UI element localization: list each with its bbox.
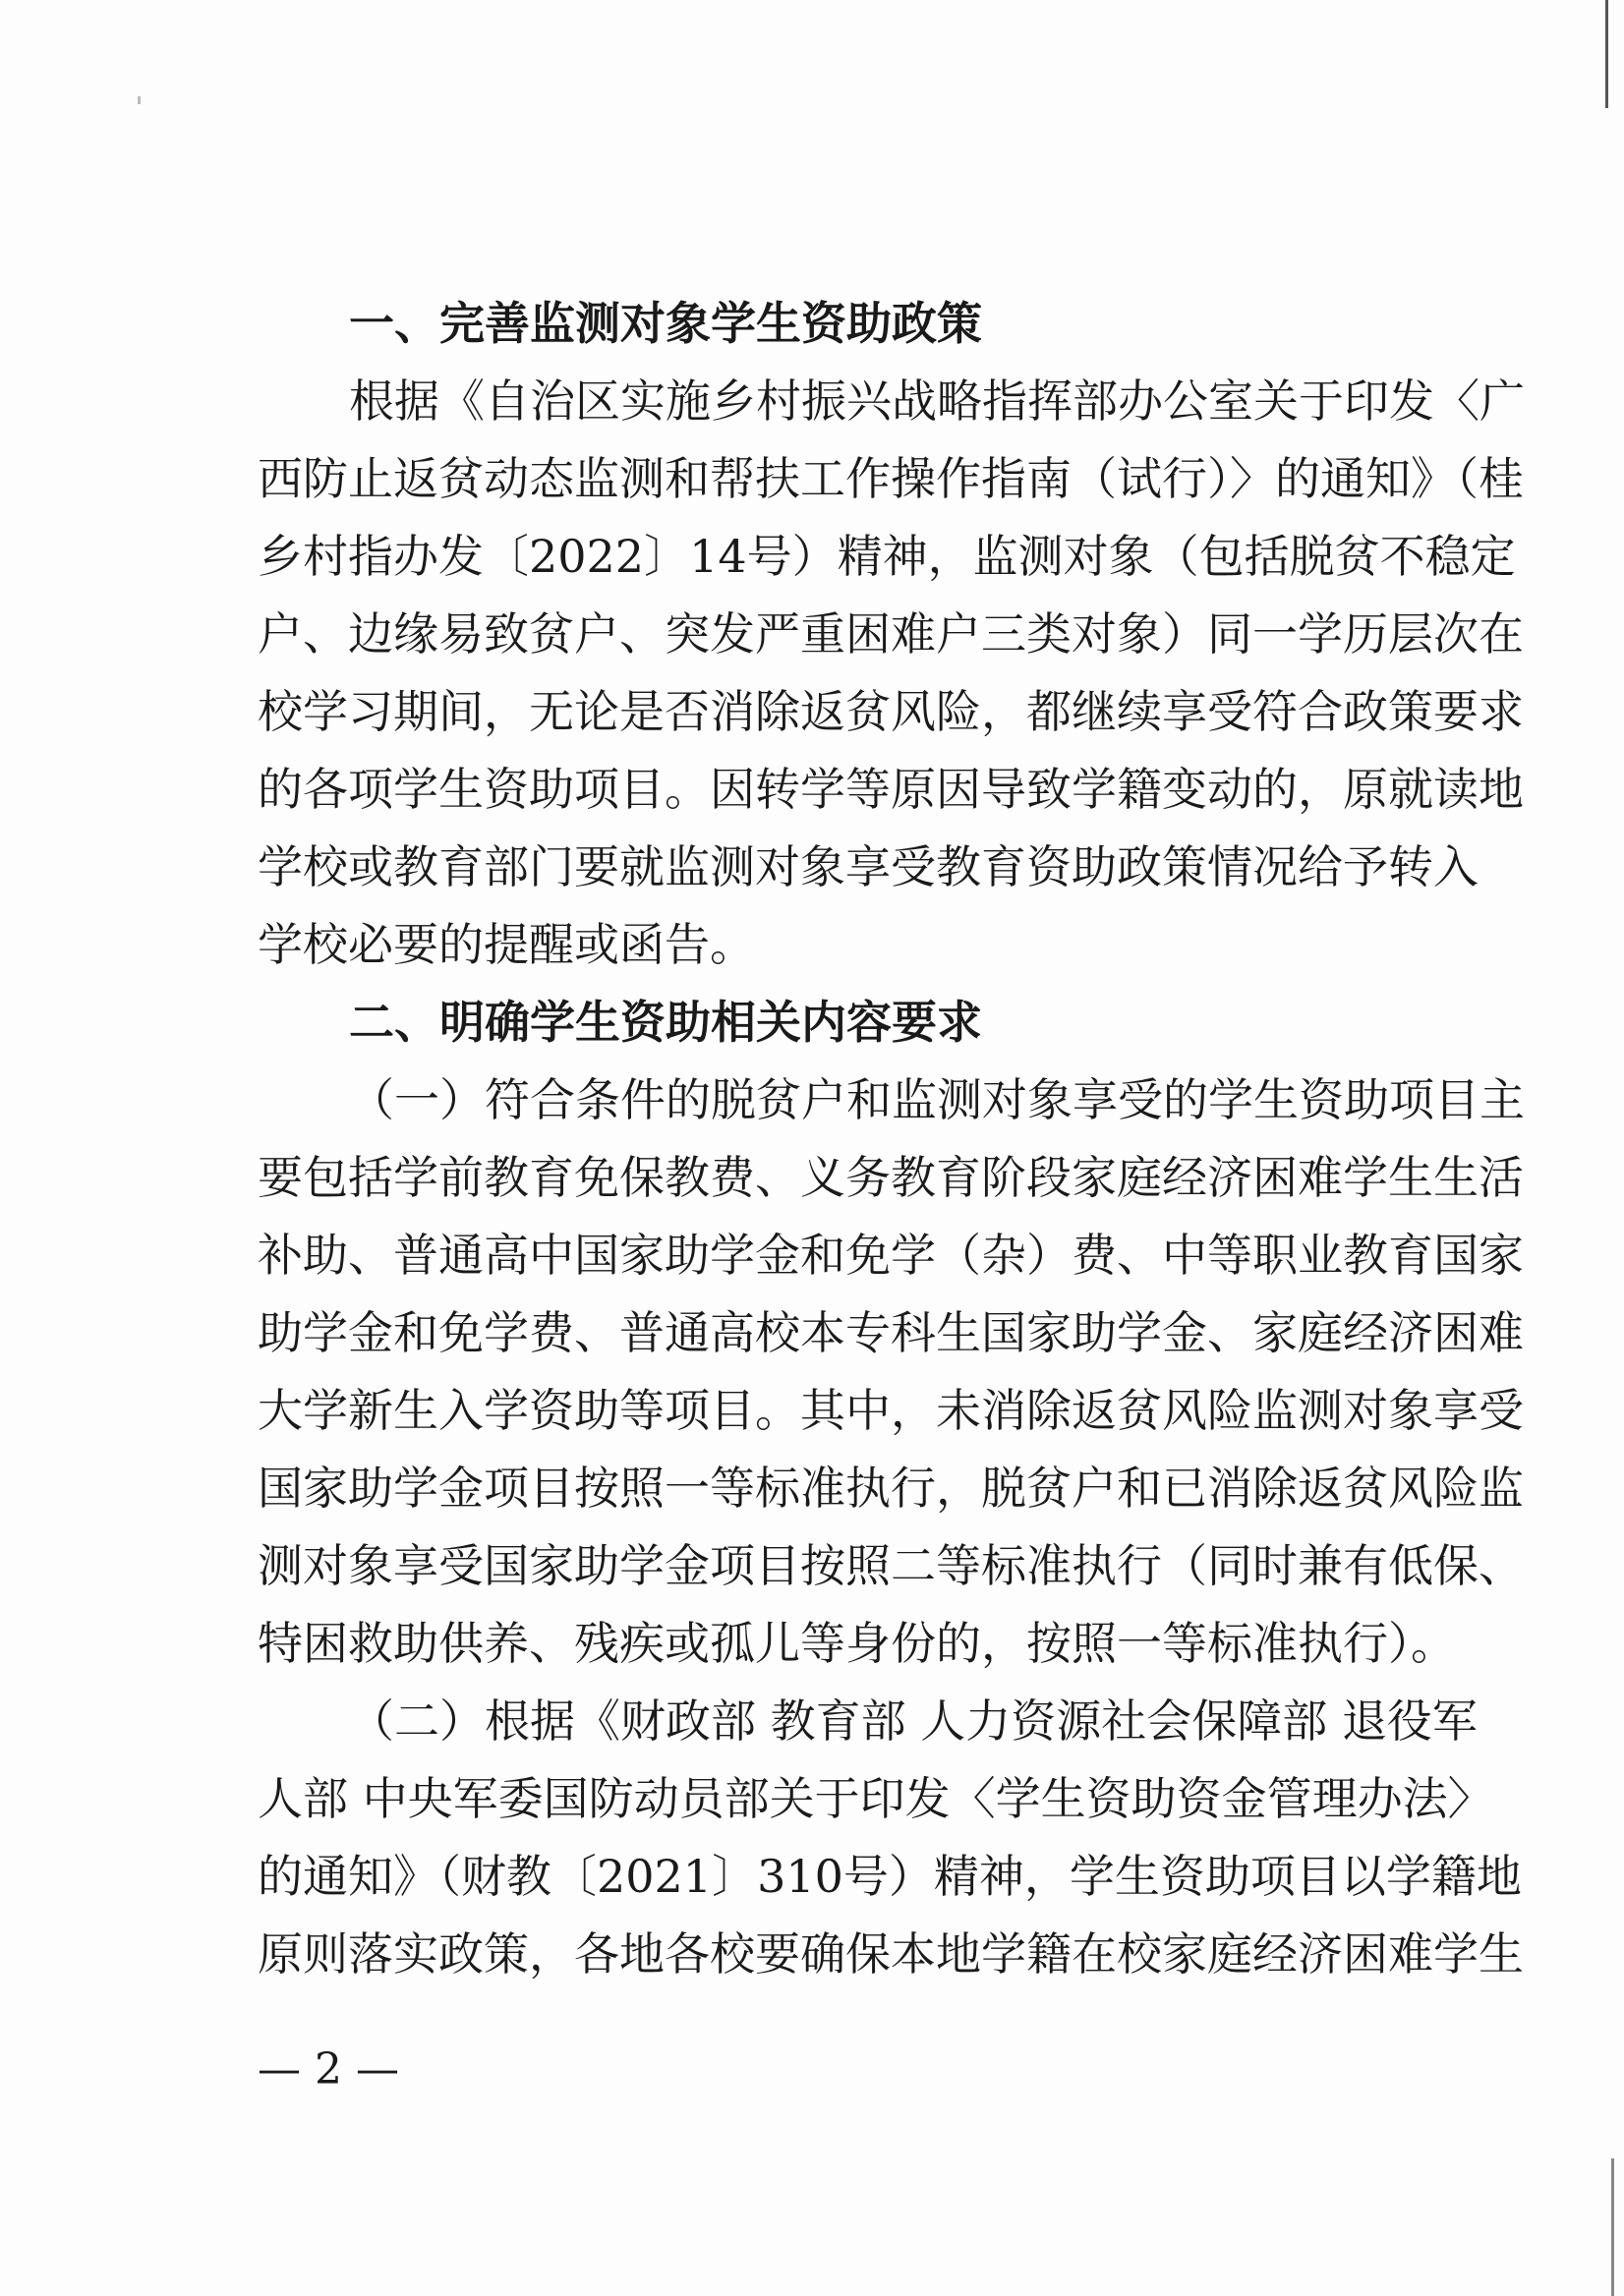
paragraph-line: 户、边缘易致贫户、突发严重困难户三类对象）同一学历层次在 [258,607,1524,660]
paragraph-line: 原则落实政策，各地各校要确保本地学籍在校家庭经济困难学生 [258,1927,1524,1980]
paragraph-line: 的通知》（财教〔2021〕310号）精神，学生资助项目以学籍地 [258,1850,1522,1903]
paragraph-line: 西防止返贫动态监测和帮扶工作操作指南（试行）〉的通知》（桂 [258,452,1524,505]
section-heading-1: 一、完善监测对象学生资助政策 [349,297,982,350]
paragraph-line: 国家助学金项目按照一等标准执行，脱贫户和已消除返贫风险监 [258,1462,1524,1515]
page-number: — 2 — [258,2044,399,2095]
paragraph-line: 学校或教育部门要就监测对象享受教育资助政策情况给予转入 [258,840,1479,893]
paragraph-line: 助学金和免学费、普通高校本专科生国家助学金、家庭经济困难 [258,1306,1524,1359]
scan-speck [138,96,141,104]
paragraph-line: 乡村指办发〔2022〕14号）精神，监测对象（包括脱贫不稳定 [258,530,1516,583]
paragraph-line: 人部 中央军委国防动员部关于印发〈学生资助资金管理办法〉 [258,1772,1493,1825]
paragraph-line: （二）根据《财政部 教育部 人力资源社会保障部 退役军 [349,1694,1478,1748]
paragraph-line: （一）符合条件的脱贫户和监测对象享受的学生资助项目主 [349,1073,1525,1126]
paragraph-line: 要包括学前教育免保教费、义务教育阶段家庭经济困难学生生活 [258,1151,1524,1204]
paragraph-line: 大学新生入学资助等项目。其中，未消除返贫风险监测对象享受 [258,1384,1524,1437]
paragraph-line: 校学习期间，无论是否消除返贫风险，都继续享受符合政策要求 [258,685,1524,738]
paragraph-line: 的各项学生资助项目。因转学等原因导致学籍变动的，原就读地 [258,763,1524,816]
paragraph-line: 特困救助供养、残疾或孤儿等身份的，按照一等标准执行）。 [258,1617,1456,1670]
scan-edge-mark [1605,0,1608,108]
paragraph-line: 根据《自治区实施乡村振兴战略指挥部办公室关于印发〈广 [349,374,1525,428]
scan-edge-mark [1611,2158,1614,2296]
paragraph-line: 补助、普通高中国家助学金和免学（杂）费、中等职业教育国家 [258,1229,1524,1282]
section-heading-2: 二、明确学生资助相关内容要求 [349,996,982,1049]
paragraph-line: 学校必要的提醒或函告。 [258,918,755,971]
paragraph-line: 测对象享受国家助学金项目按照二等标准执行（同时兼有低保、 [258,1539,1524,1592]
